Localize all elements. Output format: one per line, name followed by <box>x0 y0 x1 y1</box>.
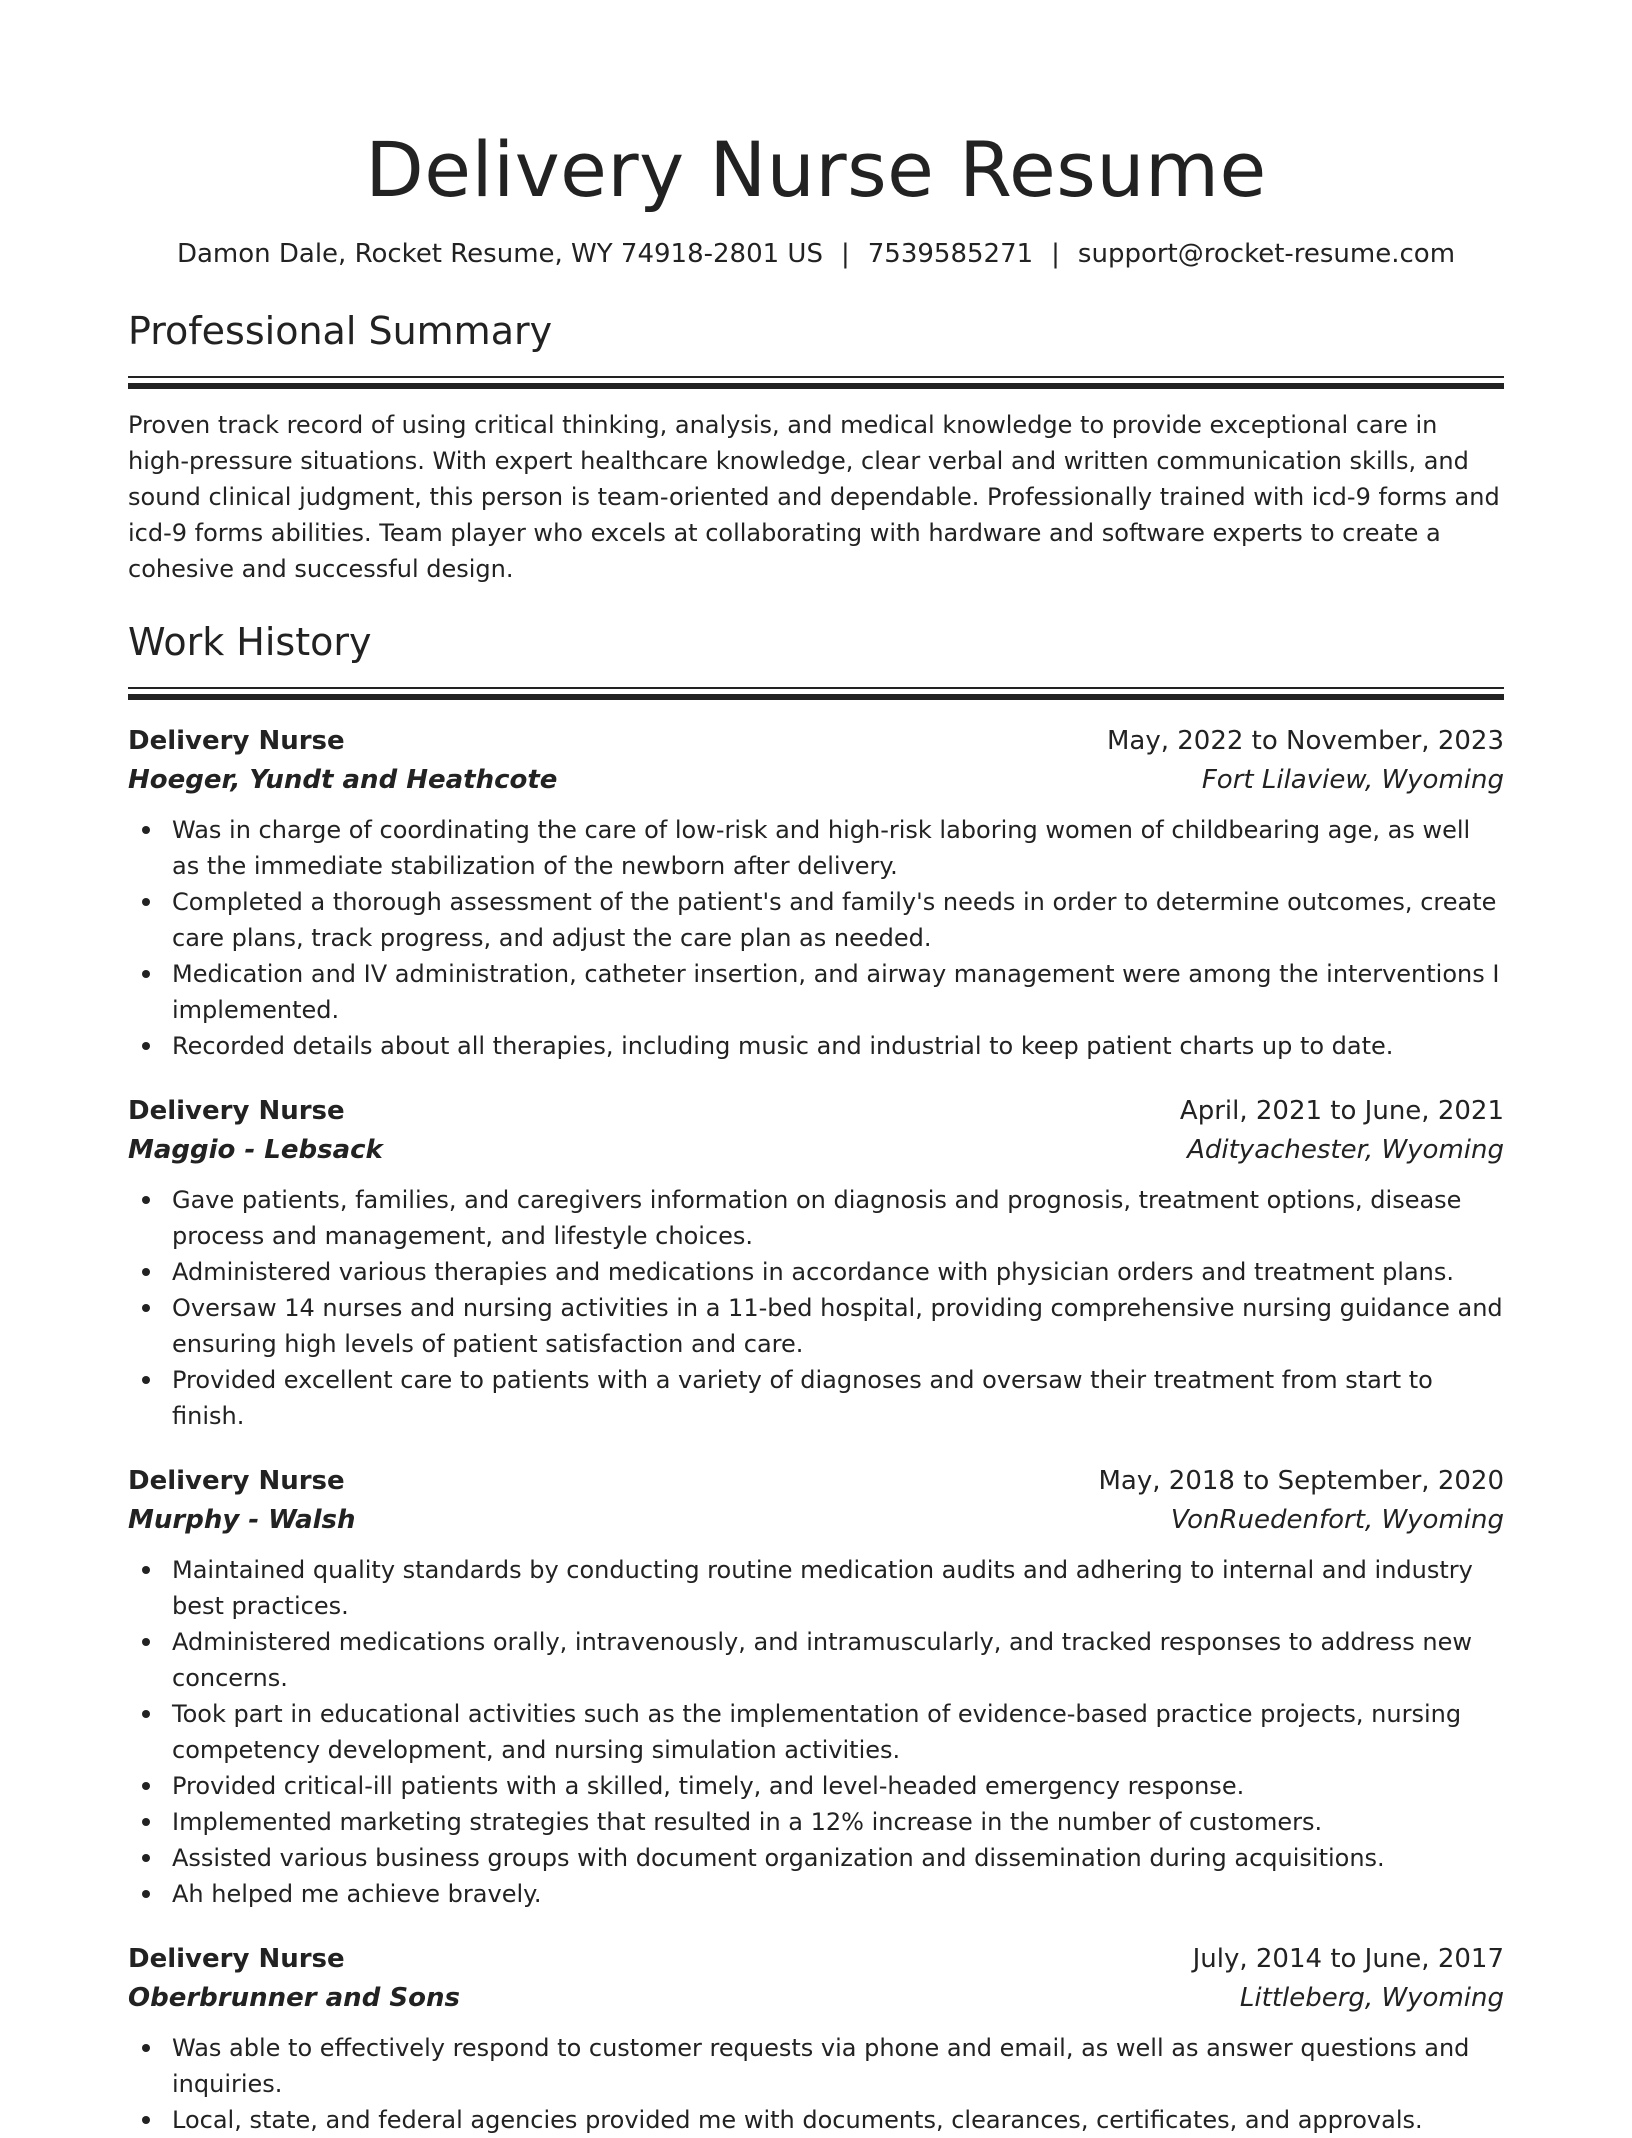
bullet-item: Maintained quality standards by conducting routine medication audits and adhering to internal and industry best practices. <box>172 1552 1504 1624</box>
section-divider <box>128 687 1504 700</box>
job-entry <box>128 1462 1504 1912</box>
job-dates: May, 2018 to September, 2020 <box>1098 1466 1504 1496</box>
section-heading-summary: Professional Summary <box>128 309 553 353</box>
contact-separator: | <box>1051 239 1060 269</box>
job-location: Littleberg, Wyoming <box>1239 1983 1504 2013</box>
bullet-item: Provided excellent care to patients with a variety of diagnoses and oversaw their treatment from start to finish. <box>172 1362 1504 1434</box>
section-heading-work-history: Work History <box>128 620 372 664</box>
contact-phone: 7539585271 <box>867 239 1034 269</box>
job-dates: April, 2021 to June, 2021 <box>1179 1096 1504 1126</box>
contact-email: support@rocket-resume.com <box>1077 239 1456 269</box>
job-location: Fort Lilaview, Wyoming <box>1201 765 1504 795</box>
job-dates: May, 2022 to November, 2023 <box>1106 726 1504 756</box>
bullet-item: Local, state, and federal agencies provided me with documents, clearances, certificates, and approvals. <box>172 2102 1504 2138</box>
bullet-item: Medication and IV administration, catheter insertion, and airway management were among the interventions I implemented. <box>172 956 1504 1028</box>
bullet-item: Assisted various business groups with document organization and dissemination during acquisitions. <box>172 1840 1504 1876</box>
job-title: Delivery Nurse <box>128 1096 345 1126</box>
summary-text: Proven track record of using critical thinking, analysis, and medical knowledge to provide exceptional care in high-pressure situations. With expert healthcare knowledge, clear verbal and written communication skills, and sound clinical judgment, this person is team-oriented and dependable. Professionally trained with icd-9 forms and icd-9 forms abilities. Team player who excels at collaborating with hardware and software experts to create a cohesive and successful design. <box>128 411 1500 583</box>
job-title: Delivery Nurse <box>128 1466 345 1496</box>
job-title: Delivery Nurse <box>128 726 345 756</box>
job-company: Oberbrunner and Sons <box>128 1983 460 2013</box>
job-location: Adityachester, Wyoming <box>1187 1135 1504 1165</box>
bullet-item: Administered medications orally, intravenously, and intramuscularly, and tracked responses to address new concerns. <box>172 1624 1504 1696</box>
job-bullets <box>128 1552 1504 1912</box>
bullet-item: Provided critical-ill patients with a skilled, timely, and level-headed emergency response. <box>172 1768 1504 1804</box>
bullet-item: Completed a thorough assessment of the patient's and family's needs in order to determine outcomes, create care plans, track progress, and adjust the care plan as needed. <box>172 884 1504 956</box>
bullet-item: Ah helped me achieve bravely. <box>172 1876 1504 1912</box>
bullet-item: Gave patients, families, and caregivers information on diagnosis and prognosis, treatment options, disease process and management, and lifestyle choices. <box>172 1182 1504 1254</box>
job-company: Maggio - Lebsack <box>128 1135 383 1165</box>
job-bullets <box>128 2030 1504 2138</box>
job-company: Murphy - Walsh <box>128 1505 356 1535</box>
bullet-item: Was able to effectively respond to customer requests via phone and email, as well as answer questions and inquiries. <box>172 2030 1504 2102</box>
contact-separator: | <box>840 239 850 269</box>
job-dates: July, 2014 to June, 2017 <box>1192 1944 1504 1974</box>
job-entry <box>128 722 1504 1064</box>
bullet-item: Administered various therapies and medications in accordance with physician orders and treatment plans. <box>172 1254 1504 1290</box>
professional-summary-section <box>128 306 1504 587</box>
job-bullets <box>128 1182 1504 1434</box>
bullet-item: Oversaw 14 nurses and nursing activities in a 11-bed hospital, providing comprehensive nursing guidance and ensuring high levels of patient satisfaction and care. <box>172 1290 1504 1362</box>
job-title: Delivery Nurse <box>128 1944 345 1974</box>
work-history-section <box>128 617 1504 2138</box>
job-company: Hoeger, Yundt and Heathcote <box>128 765 558 795</box>
bullet-item: Recorded details about all therapies, including music and industrial to keep patient charts up to date. <box>172 1028 1504 1064</box>
bullet-item: Implemented marketing strategies that resulted in a 12% increase in the number of customers. <box>172 1804 1504 1840</box>
resume-title: Delivery Nurse Resume <box>365 125 1267 214</box>
bullet-item: Was in charge of coordinating the care of low-risk and high-risk laboring women of childbearing age, as well as the immediate stabilization of the newborn after delivery. <box>172 812 1504 884</box>
contact-address: Damon Dale, Rocket Resume, WY 74918-2801 US <box>176 239 823 269</box>
job-location: VonRuedenfort, Wyoming <box>1170 1505 1504 1535</box>
job-entry <box>128 1092 1504 1434</box>
job-bullets <box>128 812 1504 1064</box>
job-entry <box>128 1940 1504 2138</box>
section-divider <box>128 376 1504 389</box>
bullet-item: Took part in educational activities such as the implementation of evidence-based practice projects, nursing competency development, and nursing simulation activities. <box>172 1696 1504 1768</box>
contact-line <box>128 236 1504 272</box>
